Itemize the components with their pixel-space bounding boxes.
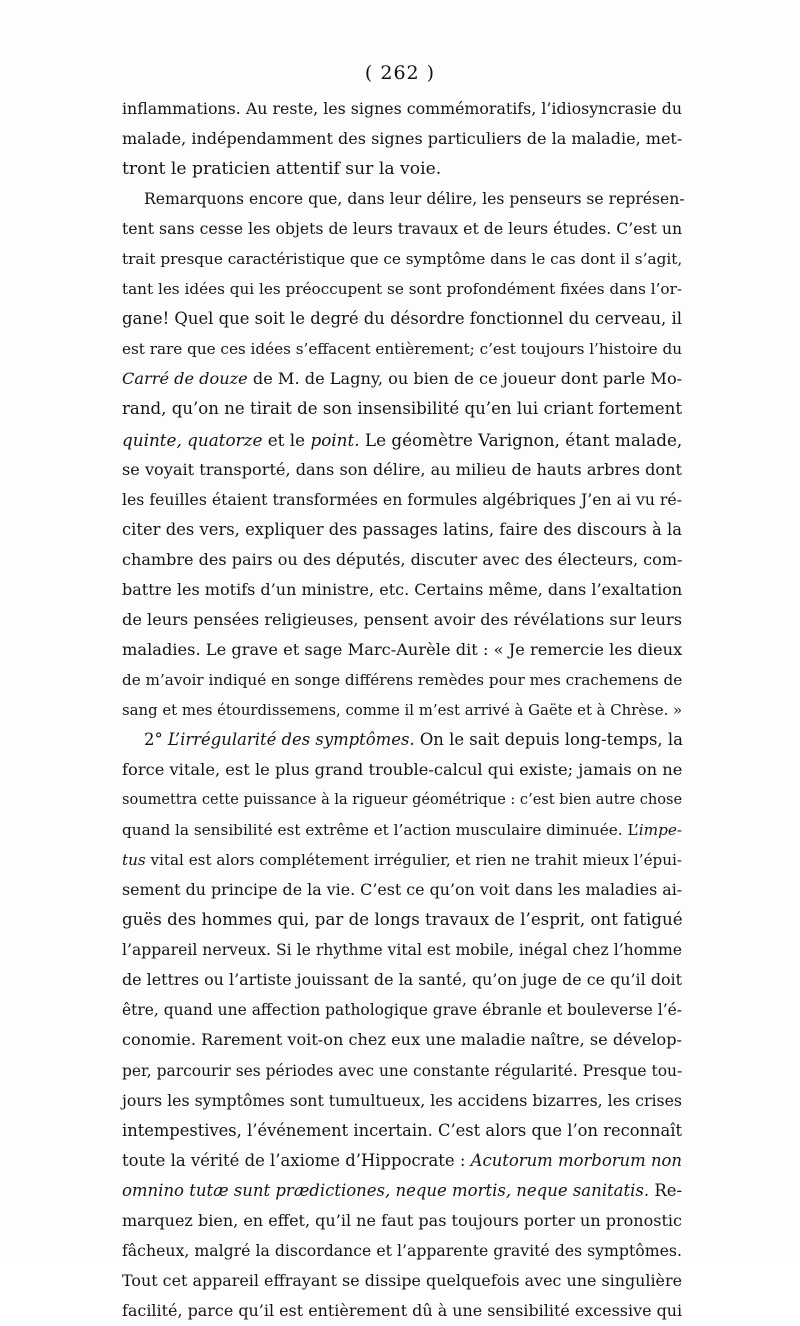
text-segment: soumettra cette puissance à la rigueur géométrique : c’est bien autre chose — [122, 792, 683, 809]
text-line — [122, 1025, 682, 1055]
text-segment: l’appareil nerveux. Si le rhythme vital est mobile, inégal chez l’homme — [122, 940, 683, 960]
text-segment: de M. de Lagny, ou bien de ce joueur dont parle Mo- — [247, 369, 683, 389]
text-segment: Le géomètre Varignon, étant malade, — [359, 429, 683, 450]
text-line — [122, 995, 682, 1025]
text-line — [122, 965, 682, 995]
text-line — [122, 545, 682, 575]
text-line — [122, 455, 682, 485]
italic-text: omnino tutæ sunt prædictiones, neque mortis, neque sanitatis. — [122, 1180, 650, 1200]
text-segment: vital est alors complétement irrégulier, et rien ne trahit mieux l’épui- — [145, 851, 682, 870]
text-line — [122, 1206, 682, 1236]
text-segment: On le sait depuis long-temps, la — [414, 729, 683, 749]
italic-text: point. — [310, 429, 360, 450]
text-line — [122, 394, 682, 424]
text-line — [122, 1086, 682, 1116]
text-line — [122, 94, 682, 124]
text-segment: Tout cet appareil effrayant se dissipe quelquefois avec une singulière — [122, 1270, 682, 1290]
text-line — [122, 605, 682, 635]
text-line — [122, 214, 682, 244]
text-line — [122, 935, 682, 965]
text-line — [122, 515, 682, 545]
text-segment: les feuilles étaient transformées en formules algébriques J’en ai vu ré- — [122, 489, 682, 509]
text-segment: malade, indépendamment des signes particuliers de la maladie, met- — [122, 129, 683, 149]
text-segment: tront le praticien attentif sur la voie. — [122, 159, 442, 180]
text-line — [122, 124, 682, 154]
text-line — [122, 755, 682, 785]
text-line — [122, 334, 682, 364]
text-segment: quand la sensibilité est extrême et l’action musculaire diminuée. L’ — [122, 821, 639, 840]
body-text — [122, 94, 685, 1326]
italic-text: L’irrégularité des symptômes. — [167, 729, 415, 749]
text-segment: sement du principe de la vie. C’est ce qu’on voit dans les maladies ai- — [122, 880, 683, 900]
italic-text: tus — [122, 851, 146, 870]
text-segment: conomie. Rarement voit-on chez eux une maladie naître, se dévelop- — [122, 1030, 682, 1050]
text-line — [122, 1146, 682, 1176]
text-line — [122, 244, 682, 274]
text-segment: rand, qu’on ne tirait de son insensibilité qu’en lui criant fortement — [122, 399, 682, 419]
text-segment: tent sans cesse les objets de leurs travaux et de leurs études. C’est un — [122, 219, 683, 239]
text-segment: est rare que ces idées s’effacent entièrement; c’est toujours l’histoire du — [122, 340, 682, 359]
text-line — [122, 1116, 682, 1146]
text-segment: de leurs pensées religieuses, pensent avoir des révélations sur leurs — [122, 609, 682, 629]
text-line — [122, 1236, 682, 1266]
text-segment: de lettres ou l’artiste jouissant de la santé, qu’on juge de ce qu’il doit — [122, 970, 682, 990]
italic-text: impe- — [638, 821, 683, 840]
text-line — [122, 1266, 682, 1296]
italic-text: Acutorum morborum non — [470, 1150, 682, 1170]
text-line — [122, 1056, 682, 1086]
text-segment: inflammations. Au reste, les signes commémoratifs, l’idiosyncrasie du — [122, 99, 682, 118]
text-segment: force vitale, est le plus grand trouble-calcul qui existe; jamais on ne — [122, 760, 683, 780]
text-line — [122, 304, 682, 334]
text-line — [122, 364, 682, 394]
text-segment: être, quand une affection pathologique grave ébranle et bouleverse l’é- — [122, 1001, 682, 1020]
text-segment: Re- — [649, 1180, 683, 1200]
text-segment: citer des vers, expliquer des passages latins, faire des discours à la — [122, 519, 682, 539]
text-segment: chambre des pairs ou des députés, discuter avec des électeurs, com- — [122, 549, 683, 569]
text-segment: marquez bien, en effet, qu’il ne faut pas toujours porter un pronostic — [122, 1210, 682, 1230]
text-line — [122, 875, 682, 905]
text-line — [122, 184, 685, 214]
page-number: ( 262 ) — [364, 62, 436, 84]
text-segment: fâcheux, malgré la discordance et l’apparente gravité des symptômes. — [122, 1240, 682, 1260]
italic-text: Carré de douze — [122, 369, 248, 389]
text-segment: 2° — [144, 729, 168, 749]
text-line — [122, 485, 682, 515]
text-line — [122, 425, 682, 455]
text-segment: sang et mes étourdissemens, comme il m’est arrivé à Gaëte et à Chrèse. » — [122, 700, 683, 719]
text-segment: maladies. Le grave et sage Marc-Aurèle dit : « Je remercie les dieux — [122, 639, 683, 659]
italic-text: quinte, quatorze — [122, 429, 263, 450]
text-line — [122, 845, 682, 875]
text-segment: battre les motifs d’un ministre, etc. Certains même, dans l’exaltation — [122, 579, 683, 599]
text-segment: gane! Quel que soit le degré du désordre fonctionnel du cerveau, il — [122, 309, 682, 329]
text-line — [122, 274, 682, 304]
text-segment: jours les symptômes sont tumultueux, les accidens bizarres, les crises — [122, 1090, 682, 1110]
text-line — [122, 695, 682, 725]
text-line — [122, 1296, 682, 1326]
text-segment: tant les idées qui les préoccupent se sont profondément fixées dans l’or- — [122, 280, 682, 299]
text-line — [122, 665, 682, 695]
text-line — [122, 1176, 682, 1206]
text-segment: de m’avoir indiqué en songe différens remèdes pour mes crachemens de — [122, 670, 683, 689]
text-line — [122, 785, 682, 815]
text-line — [122, 725, 682, 755]
text-segment: trait presque caractéristique que ce symptôme dans le cas dont il s’agit, — [122, 250, 683, 269]
text-segment: toute la vérité de l’axiome d’Hippocrate : — [122, 1150, 471, 1170]
text-line — [122, 575, 682, 605]
text-segment: intempestives, l’événement incertain. C’est alors que l’on reconnaît — [122, 1120, 682, 1140]
text-segment: et le — [262, 429, 311, 450]
text-segment: Remarquons encore que, dans leur délire, les penseurs se représen- — [144, 190, 685, 209]
text-segment: per, parcourir ses périodes avec une constante régularité. Presque tou- — [122, 1061, 683, 1080]
text-segment: se voyait transporté, dans son délire, au milieu de hauts arbres dont — [122, 459, 683, 479]
text-line — [122, 905, 682, 935]
text-line — [122, 154, 682, 184]
text-line — [122, 635, 682, 665]
text-segment: facilité, parce qu’il est entièrement dû à une sensibilité excessive qui — [122, 1300, 683, 1320]
text-segment: guës des hommes qui, par de longs travaux de l’esprit, ont fatigué — [122, 910, 683, 930]
text-line — [122, 815, 682, 845]
